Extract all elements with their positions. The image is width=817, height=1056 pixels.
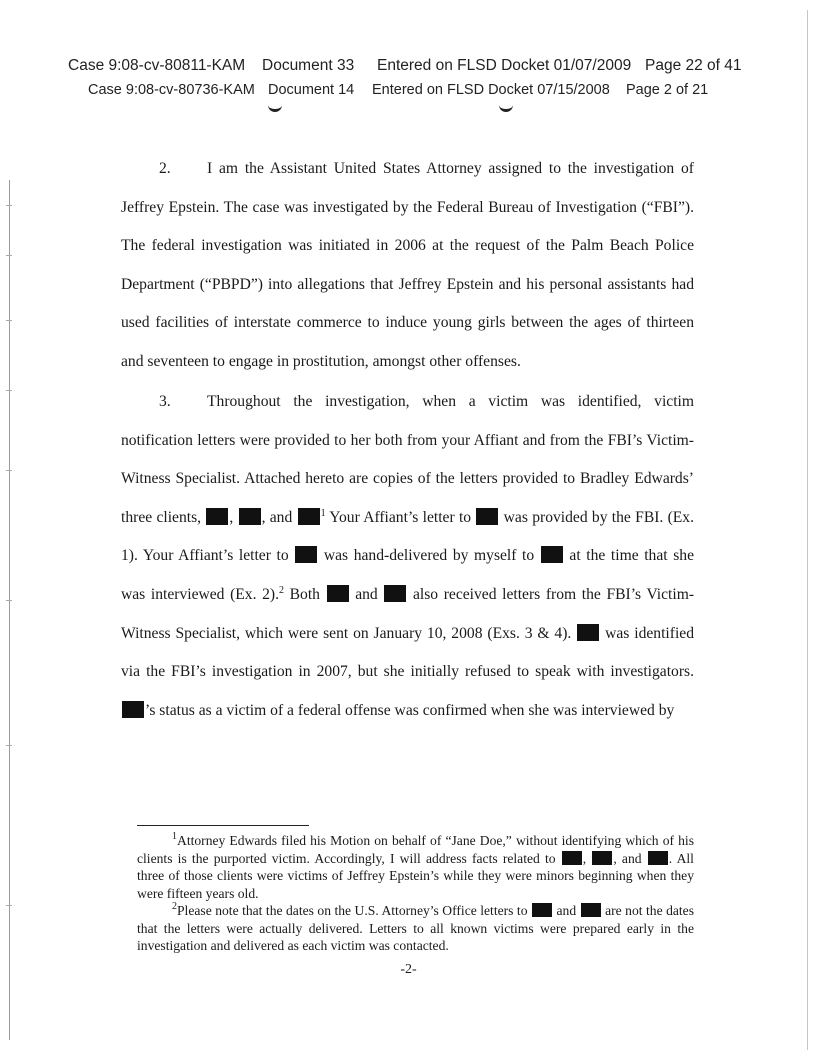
- scan-edge-tick: [6, 745, 12, 746]
- paragraph-number: 3.: [159, 393, 171, 410]
- redaction-bar: [577, 624, 599, 641]
- docket-entry-2: Entered on FLSD Docket 07/15/2008: [372, 82, 610, 98]
- scan-edge-tick: [6, 390, 12, 391]
- page-count-1: Page 22 of 41: [645, 57, 742, 74]
- paragraph-2: [121, 150, 694, 382]
- scan-edge-tick: [6, 905, 12, 906]
- footnote-ref: 1: [320, 507, 326, 519]
- case-number-2: Case 9:08-cv-80736-KAM: [88, 82, 255, 98]
- scan-edge-tick: [6, 205, 12, 206]
- redaction-bar: [206, 508, 228, 525]
- page-number: -2-: [400, 962, 417, 977]
- redaction-bar: [592, 851, 612, 865]
- stamp-mark-icon: [499, 103, 513, 112]
- scan-edge-tick: [6, 600, 12, 601]
- footnote-divider: [137, 825, 309, 826]
- redaction-bar: [476, 508, 498, 525]
- page-count-2: Page 2 of 21: [626, 82, 709, 98]
- redaction-bar: [239, 508, 261, 525]
- paragraph-3: 3. Throughout the investigation, when a victim was identified, victim notification letters were provided to her both from your Affiant and from the FBI’s Victim-Witness Specialist. Attached hereto are copies of the letters provided to Bradley Edwards’ three clients, , , and $^1$ Your Affiant’s letter to was provided by the FBI. (Ex. 1). Your Affiant’s letter to was hand-delivered by myself to at the time that she was interviewed (Ex. 2).$^2$ Both and also received letters from the FBI’s Victim-Witness Specialist, which were sent on January 10, 2008 (Exs. 3 & 4). was identified via the FBI’s investigation in 2007, but she initially refused to speak with investigators. ’s status as a victim of a federal offense was confirmed when she was interviewed by: [121, 383, 694, 730]
- footnote-1: $^1$Attorney Edwards filed his Motion on behalf of “Jane Doe,” without identifying which of his clients is the purported victim. Accordingly, I will address facts related to , , and . All three of those clients were victims of Jeffrey Epstein’s while they were minors beginning when they were fifteen years old.: [137, 831, 694, 901]
- scan-edge-left: [9, 180, 10, 1040]
- redaction-bar: [648, 851, 668, 865]
- footnote-marker: 1: [172, 831, 177, 842]
- redaction-bar: [327, 585, 349, 602]
- redaction-bar: [295, 546, 317, 563]
- docket-entry-1: Entered on FLSD Docket 01/07/2009: [377, 57, 632, 74]
- redaction-bar: [384, 585, 406, 602]
- redaction-bar: [532, 903, 552, 917]
- footnote-marker: 2: [172, 901, 177, 912]
- redaction-bar: [581, 903, 601, 917]
- redaction-bar: [298, 508, 320, 525]
- scan-edge-tick: [6, 255, 12, 256]
- document-number-1: Document 33: [262, 57, 355, 74]
- footnote-ref: 2: [279, 584, 285, 596]
- paragraph-number: 2.: [159, 160, 171, 177]
- footnote-2: $^2$Please note that the dates on the U.S. Attorney’s Office letters to and are not the dates that the letters were actually delivered. Letters to all known victims were prepared early in the investigation and delivered as each victim was contacted.: [137, 901, 695, 954]
- scan-edge-tick: [6, 470, 12, 471]
- document-number-2: Document 14: [268, 82, 355, 98]
- stamp-mark-icon: [268, 103, 282, 112]
- redaction-bar: [541, 546, 563, 563]
- redaction-bar: [122, 701, 144, 718]
- redaction-bar: [562, 851, 582, 865]
- paragraph-text: I am the Assistant United States Attorney assigned to the investigation of Jeffrey Epstein. The case was investigated by the Federal Bureau of Investigation (“FBI”). The federal investigation was initiated in 2006 at the request of the Palm Beach Police Department (“PBPD”) into allegations that Jeffrey Epstein and his personal assistants had used facilities of interstate commerce to induce young girls between the ages of thirteen and seventeen to engage in prostitution, amongst other offenses.: [121, 160, 694, 370]
- scan-edge-tick: [6, 320, 12, 321]
- scan-edge-right: [807, 10, 808, 1050]
- case-number-1: Case 9:08-cv-80811-KAM: [68, 57, 246, 74]
